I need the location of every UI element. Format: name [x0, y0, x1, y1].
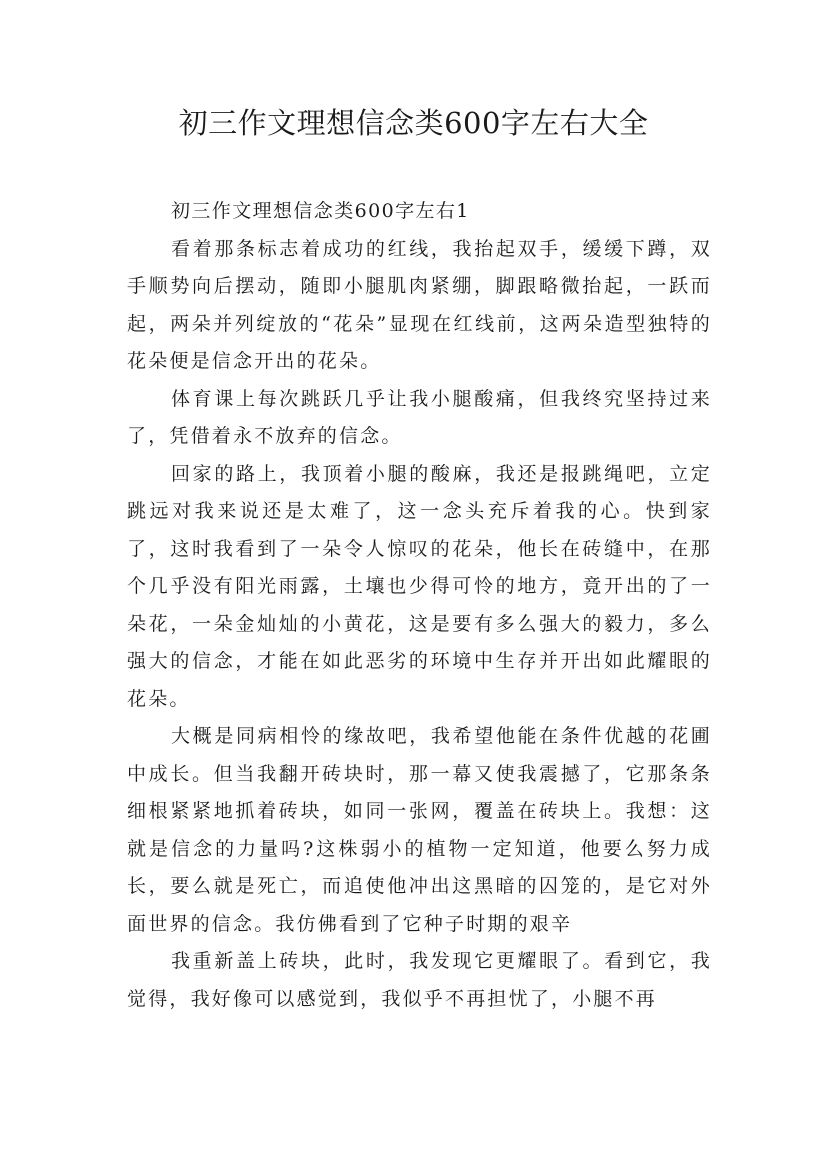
document-title: 初三作文理想信念类600字左右大全 — [178, 106, 649, 140]
paragraph-5: 我重新盖上砖块，此时，我发现它更耀眼了。看到它，我觉得，我好像可以感觉到，我似乎不再担忧了，小腿不再 — [127, 950, 712, 1010]
section-heading: 初三作文理想信念类600字左右1 — [171, 200, 470, 222]
paragraph-1: 看着那条标志着成功的红线，我抬起双手，缓缓下蹲，双手顺势向后摆动，随即小腿肌肉紧绷，脚跟略微抬起，一跃而起，两朵并列绽放的“花朵”显现在红线前，这两朵造型独特的花朵便是信念开出的花朵。 — [127, 237, 712, 372]
paragraph-2: 体育课上每次跳跃几乎让我小腿酸痛，但我终究坚持过来了，凭借着永不放弃的信念。 — [127, 387, 712, 447]
paragraph-4: 大概是同病相怜的缘故吧，我希望他能在条件优越的花圃中成长。但当我翻开砖块时，那一幕又使我震撼了，它那条条细根紧紧地抓着砖块，如同一张网，覆盖在砖块上。我想：这就是信念的力量吗?这株弱小的植物一定知道，他要么努力成长，要么就是死亡，而追使他冲出这黑暗的囚笼的，是它对外面世界的信念。我仿佛看到了它种子时期的艰辛 — [127, 725, 712, 935]
paragraph-3: 回家的路上，我顶着小腿的酸麻，我还是报跳绳吧，立定跳远对我来说还是太难了，这一念头充斥着我的心。快到家了，这时我看到了一朵令人惊叹的花朵，他长在砖缝中，在那个几乎没有阳光雨露，土壤也少得可怜的地方，竟开出的了一朵花，一朵金灿灿的小黄花，这是要有多么强大的毅力，多么强大的信念，才能在如此恶劣的环境中生存并开出如此耀眼的花朵。 — [127, 462, 712, 710]
document-body — [127, 193, 712, 1018]
